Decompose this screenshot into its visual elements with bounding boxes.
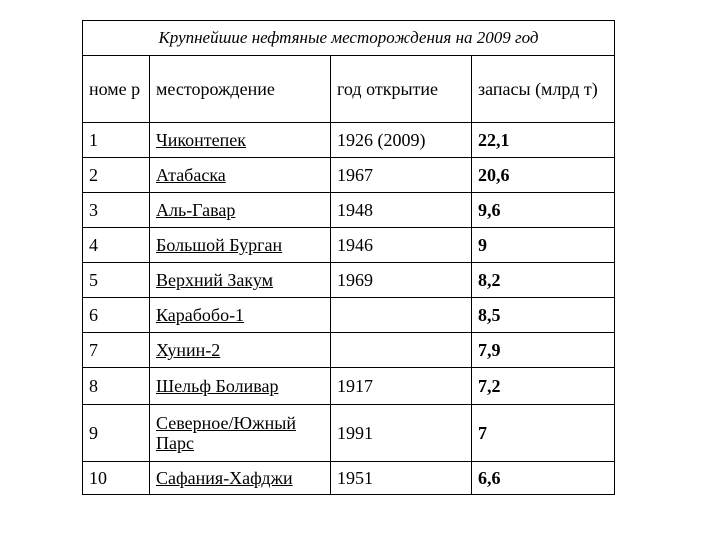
header-year: год открытие — [331, 56, 472, 123]
row-number: 1 — [83, 123, 150, 158]
reserves-value: 7 — [472, 405, 615, 462]
title-row — [83, 21, 615, 56]
field-name-link[interactable]: Чиконтепек — [150, 123, 331, 158]
reserves-value: 8,5 — [472, 298, 615, 333]
field-name-link[interactable]: Аль-Гавар — [150, 193, 331, 228]
discovery-year: 1969 — [331, 263, 472, 298]
field-name-link[interactable]: Северное/Южный Парс — [150, 405, 331, 462]
row-number: 4 — [83, 228, 150, 263]
header-row — [83, 56, 615, 123]
reserves-value: 7,2 — [472, 368, 615, 405]
row-number: 6 — [83, 298, 150, 333]
discovery-year: 1951 — [331, 462, 472, 495]
field-name-link[interactable]: Хунин-2 — [150, 333, 331, 368]
header-field: месторождение — [150, 56, 331, 123]
table-row — [83, 263, 615, 298]
table-row — [83, 193, 615, 228]
field-name-link[interactable]: Сафания-Хафджи — [150, 462, 331, 495]
discovery-year: 1946 — [331, 228, 472, 263]
reserves-value: 7,9 — [472, 333, 615, 368]
oil-fields-table — [82, 20, 615, 495]
reserves-value: 20,6 — [472, 158, 615, 193]
field-name-link[interactable]: Атабаска — [150, 158, 331, 193]
table-row — [83, 405, 615, 462]
table-title: Крупнейшие нефтяные месторождения на 2009 год — [83, 21, 615, 56]
field-name-link[interactable]: Большой Бурган — [150, 228, 331, 263]
row-number: 7 — [83, 333, 150, 368]
discovery-year: 1926 (2009) — [331, 123, 472, 158]
table-row — [83, 158, 615, 193]
table-row — [83, 333, 615, 368]
discovery-year: 1948 — [331, 193, 472, 228]
discovery-year: 1917 — [331, 368, 472, 405]
reserves-value: 6,6 — [472, 462, 615, 495]
table-row — [83, 228, 615, 263]
table-row — [83, 368, 615, 405]
table-row — [83, 298, 615, 333]
row-number: 9 — [83, 405, 150, 462]
row-number: 2 — [83, 158, 150, 193]
row-number: 8 — [83, 368, 150, 405]
field-name-link[interactable]: Шельф Боливар — [150, 368, 331, 405]
table-row — [83, 123, 615, 158]
field-name-link[interactable]: Верхний Закум — [150, 263, 331, 298]
reserves-value: 22,1 — [472, 123, 615, 158]
reserves-value: 9,6 — [472, 193, 615, 228]
header-reserves: запасы (млрд т) — [472, 56, 615, 123]
row-number: 3 — [83, 193, 150, 228]
discovery-year: 1991 — [331, 405, 472, 462]
row-number: 5 — [83, 263, 150, 298]
field-name-link[interactable]: Карабобо-1 — [150, 298, 331, 333]
discovery-year: 1967 — [331, 158, 472, 193]
table-row — [83, 462, 615, 495]
discovery-year — [331, 333, 472, 368]
reserves-value: 8,2 — [472, 263, 615, 298]
reserves-value: 9 — [472, 228, 615, 263]
header-number: номе р — [83, 56, 150, 123]
row-number: 10 — [83, 462, 150, 495]
discovery-year — [331, 298, 472, 333]
